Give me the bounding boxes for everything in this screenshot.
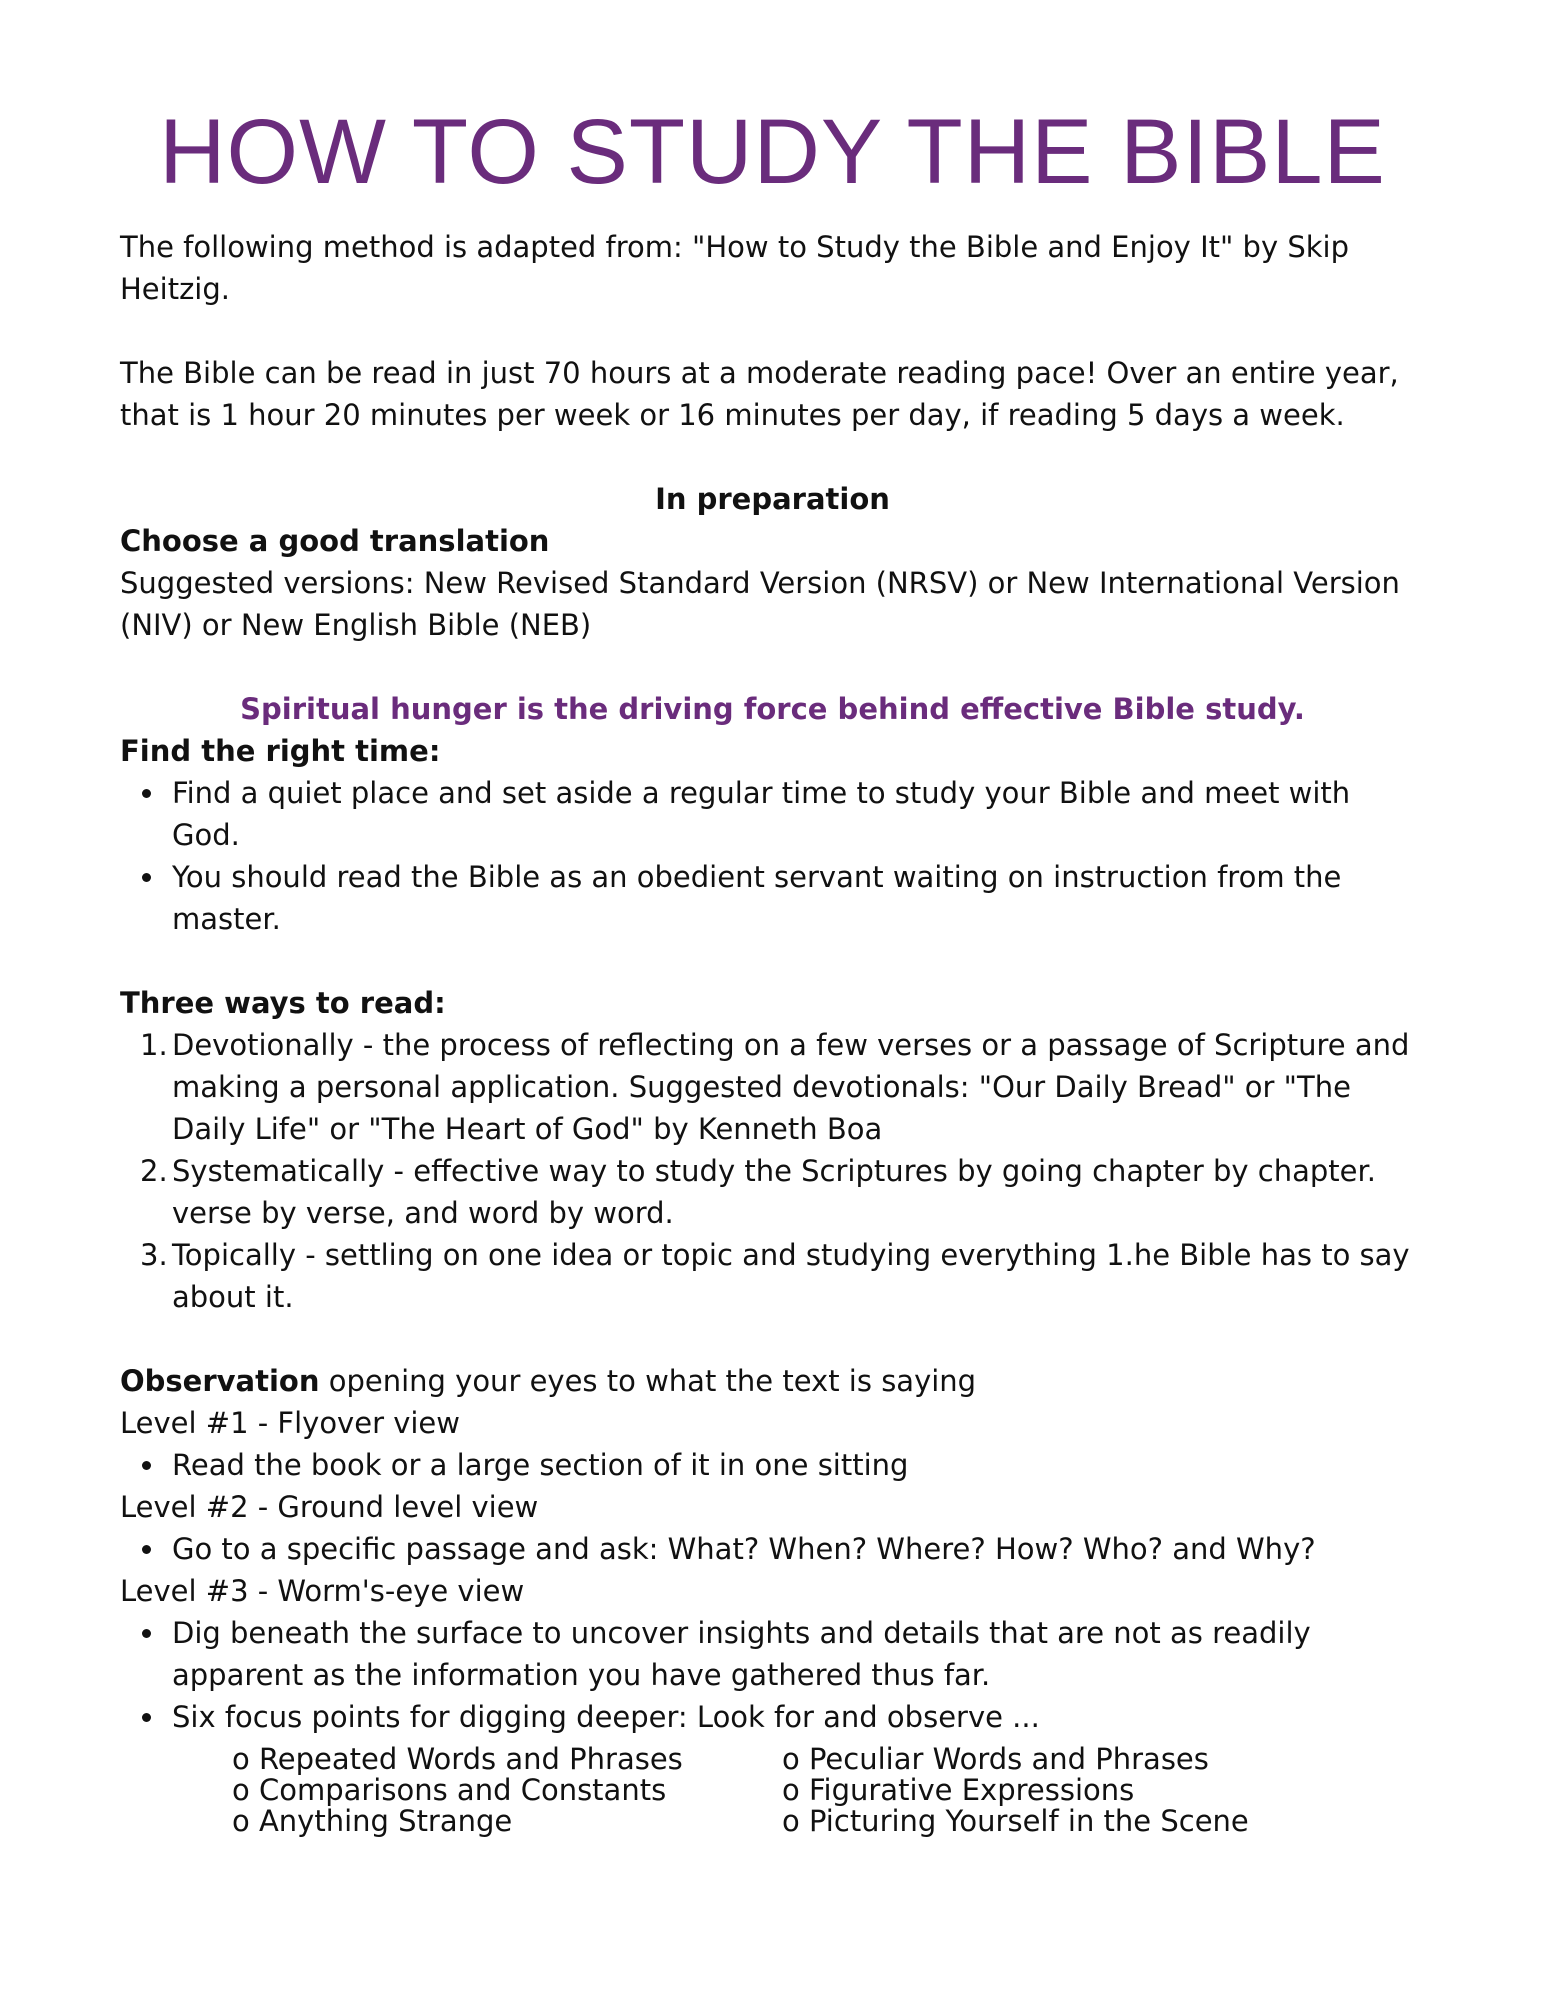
observation-line <box>120 1360 1425 1402</box>
level-1-list <box>120 1444 1425 1486</box>
level-1-heading: Level #1 - Flyover view <box>120 1406 460 1440</box>
document-page <box>120 0 1425 1837</box>
list-number: 1. <box>140 1028 168 1062</box>
time-list <box>120 772 1425 940</box>
list-text: Devotionally - the process of reflecting on a few verses or a passage of Scripture and making a personal application. Suggested devotionals: "Our Daily Bread" or "The Daily Life" or "The Heart of God" by Kenneth Boa <box>172 1028 1410 1146</box>
focus-point: o Comparisons and Constants <box>232 1773 667 1807</box>
list-item <box>120 1150 1425 1234</box>
list-text: Systematically - effective way to study the Scriptures by going chapter by chapter. verse by verse, and word by word. <box>172 1154 1376 1230</box>
focus-point: o Picturing Yourself in the Scene <box>782 1804 1249 1838</box>
level-3-list <box>120 1612 1425 1738</box>
list-item <box>120 1234 1425 1318</box>
level-2-heading: Level #2 - Ground level view <box>120 1490 539 1524</box>
list-number: 2. <box>140 1154 168 1188</box>
list-item: Six focus points for digging deeper: Look for and observe ... <box>120 1696 1425 1738</box>
focus-points-grid <box>232 1744 1425 1837</box>
time-heading: Find the right time: <box>120 734 441 768</box>
intro-reading-time: The Bible can be read in just 70 hours at a moderate reading pace! Over an entire year, that is 1 hour 20 minutes per week or 16 minutes per day, if reading 5 days a week. <box>120 356 1399 432</box>
page-title: HOW TO STUDY THE BIBLE <box>159 101 1386 203</box>
list-item: Read the book or a large section of it in one sitting <box>120 1444 1425 1486</box>
preparation-heading: In preparation <box>655 482 890 516</box>
ways-heading: Three ways to read: <box>120 986 446 1020</box>
focus-point: o Repeated Words and Phrases <box>232 1742 683 1776</box>
ways-list <box>120 1024 1425 1318</box>
focus-point: o Figurative Expressions <box>782 1773 1135 1807</box>
observation-text: opening your eyes to what the text is saying <box>319 1364 977 1398</box>
list-item: Dig beneath the surface to uncover insights and details that are not as readily apparent as the information you have gathered thus far. <box>120 1612 1425 1696</box>
focus-point: o Anything Strange <box>232 1804 513 1838</box>
list-text: Topically - settling on one idea or topic and studying everything 1.he Bible has to say about it. <box>172 1238 1410 1314</box>
list-item: You should read the Bible as an obedient servant waiting on instruction from the master. <box>120 856 1425 940</box>
list-number: 3. <box>140 1238 168 1272</box>
list-item: Go to a specific passage and ask: What? When? Where? How? Who? and Why? <box>120 1528 1425 1570</box>
intro-source: The following method is adapted from: "How to Study the Bible and Enjoy It" by Skip Heitzig. <box>120 230 1350 306</box>
list-item: Find a quiet place and set aside a regular time to study your Bible and meet with God. <box>120 772 1425 856</box>
level-3-heading: Level #3 - Worm's-eye view <box>120 1574 525 1608</box>
translation-text: Suggested versions: New Revised Standard Version (NRSV) or New International Version (NIV) or New English Bible (NEB) <box>120 566 1400 642</box>
focus-point: o Peculiar Words and Phrases <box>782 1742 1209 1776</box>
level-2-list <box>120 1528 1425 1570</box>
highlight-quote: Spiritual hunger is the driving force behind effective Bible study. <box>240 692 1305 726</box>
observation-label: Observation <box>120 1364 320 1398</box>
list-item <box>120 1024 1425 1150</box>
translation-heading: Choose a good translation <box>120 524 550 558</box>
